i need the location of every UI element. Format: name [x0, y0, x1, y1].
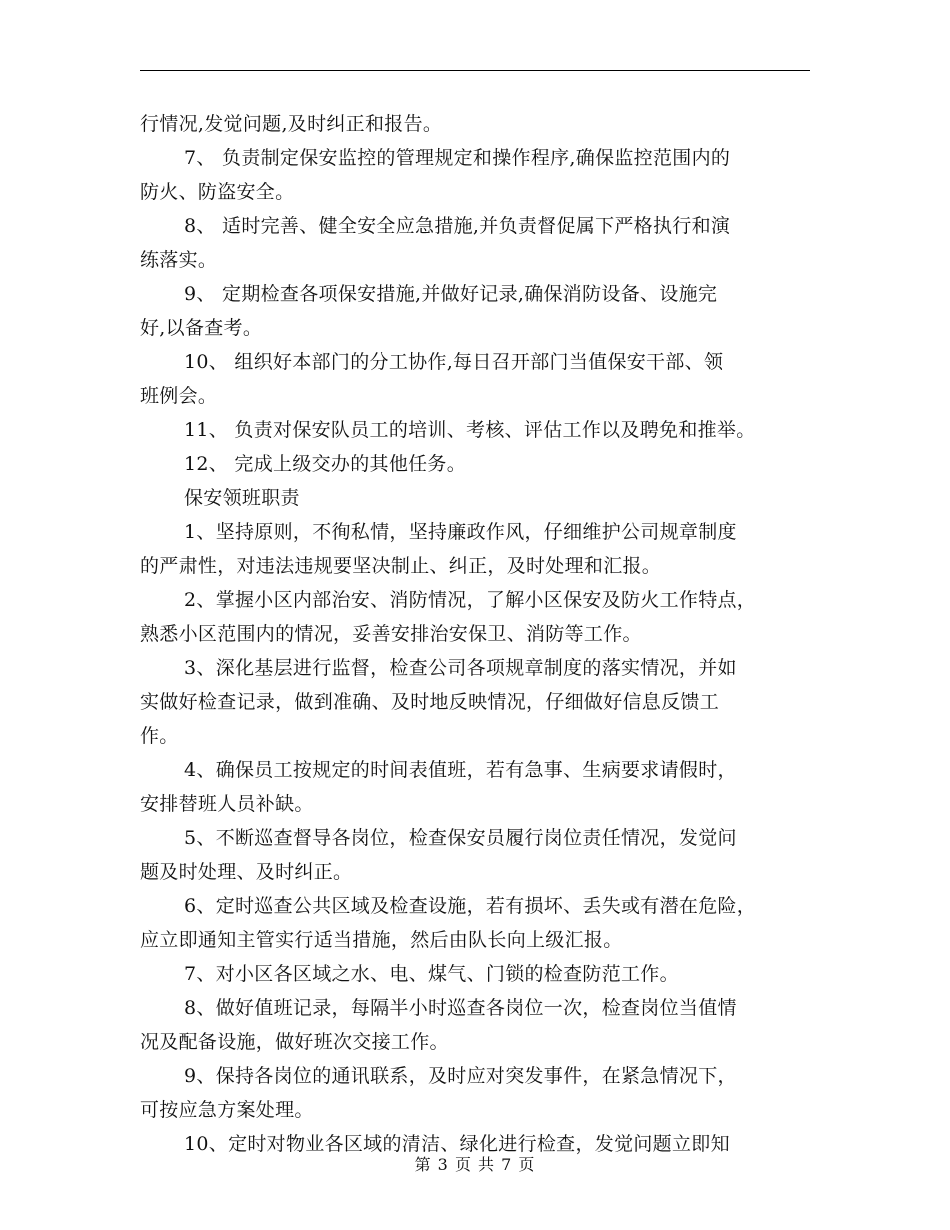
text-line: 3、深化基层进行监督，检查公司各项规章制度的落实情况，并如 [184, 657, 737, 679]
text-line: 7、 负责制定保安监控的管理规定和操作程序,确保监控范围内的 [184, 147, 731, 169]
text-line: 题及时处理、及时纠正。 [140, 861, 353, 883]
text-line: 11、 负责对保安队员工的培训、考核、评估工作以及聘免和推举。 [184, 419, 756, 441]
text-line: 9、保持各岗位的通讯联系，及时应对突发事件，在紧急情况下， [184, 1065, 737, 1087]
text-line: 12、 完成上级交办的其他任务。 [184, 453, 467, 475]
text-line: 实做好检查记录，做到准确、及时地反映情况，仔细做好信息反馈工 [140, 691, 720, 713]
text-line: 7、对小区各区域之水、电、煤气、门锁的检查防范工作。 [184, 963, 679, 985]
text-line: 4、确保员工按规定的时间表值班，若有急事、生病要求请假时， [184, 759, 737, 781]
text-line: 况及配备设施，做好班次交接工作。 [140, 1031, 449, 1053]
text-line: 9、 定期检查各项保安措施,并做好记录,确保消防设备、设施完 [184, 283, 718, 305]
text-line: 作。 [140, 725, 179, 747]
header-rule [140, 70, 810, 71]
text-line: 好,以备查考。 [140, 317, 263, 339]
text-line: 应立即通知主管实行适当措施，然后由队长向上级汇报。 [140, 929, 623, 951]
text-line: 安排替班人员补缺。 [140, 793, 314, 815]
text-line: 2、掌握小区内部治安、消防情况，了解小区保安及防火工作特点， [184, 589, 757, 611]
text-line: 可按应急方案处理。 [140, 1099, 314, 1121]
text-line: 1、坚持原则，不徇私情，坚持廉政作风，仔细维护公司规章制度 [184, 521, 737, 543]
text-line: 班例会。 [140, 385, 218, 407]
text-line: 熟悉小区范围内的情况，妥善安排治安保卫、消防等工作。 [140, 623, 642, 645]
text-line: 5、不断巡查督导各岗位，检查保安员履行岗位责任情况，发觉问 [184, 827, 737, 849]
page-number-footer: 第 3 页 共 7 页 [414, 1155, 536, 1174]
text-line: 10、 组织好本部门的分工协作,每日召开部门当值保安干部、领 [184, 351, 724, 373]
text-line: 8、 适时完善、健全安全应急措施,并负责督促属下严格执行和演 [184, 215, 731, 237]
text-line: 练落实。 [140, 249, 218, 271]
text-line: 行情况,发觉问题,及时纠正和报告。 [140, 113, 443, 135]
body-text [140, 107, 820, 1161]
text-line: 10、定时对物业各区域的清洁、绿化进行检查，发觉问题立即知 [184, 1133, 730, 1155]
text-line: 的严肃性，对违法违规要坚决制止、纠正，及时处理和汇报。 [140, 555, 662, 577]
text-line: 防火、防盗安全。 [140, 181, 295, 203]
text-line: 8、做好值班记录，每隔半小时巡查各岗位一次，检查岗位当值情 [184, 997, 737, 1019]
section-heading: 保安领班职责 [184, 487, 300, 509]
text-line: 6、定时巡查公共区域及检查设施，若有损坏、丢失或有潜在危险， [184, 895, 757, 917]
